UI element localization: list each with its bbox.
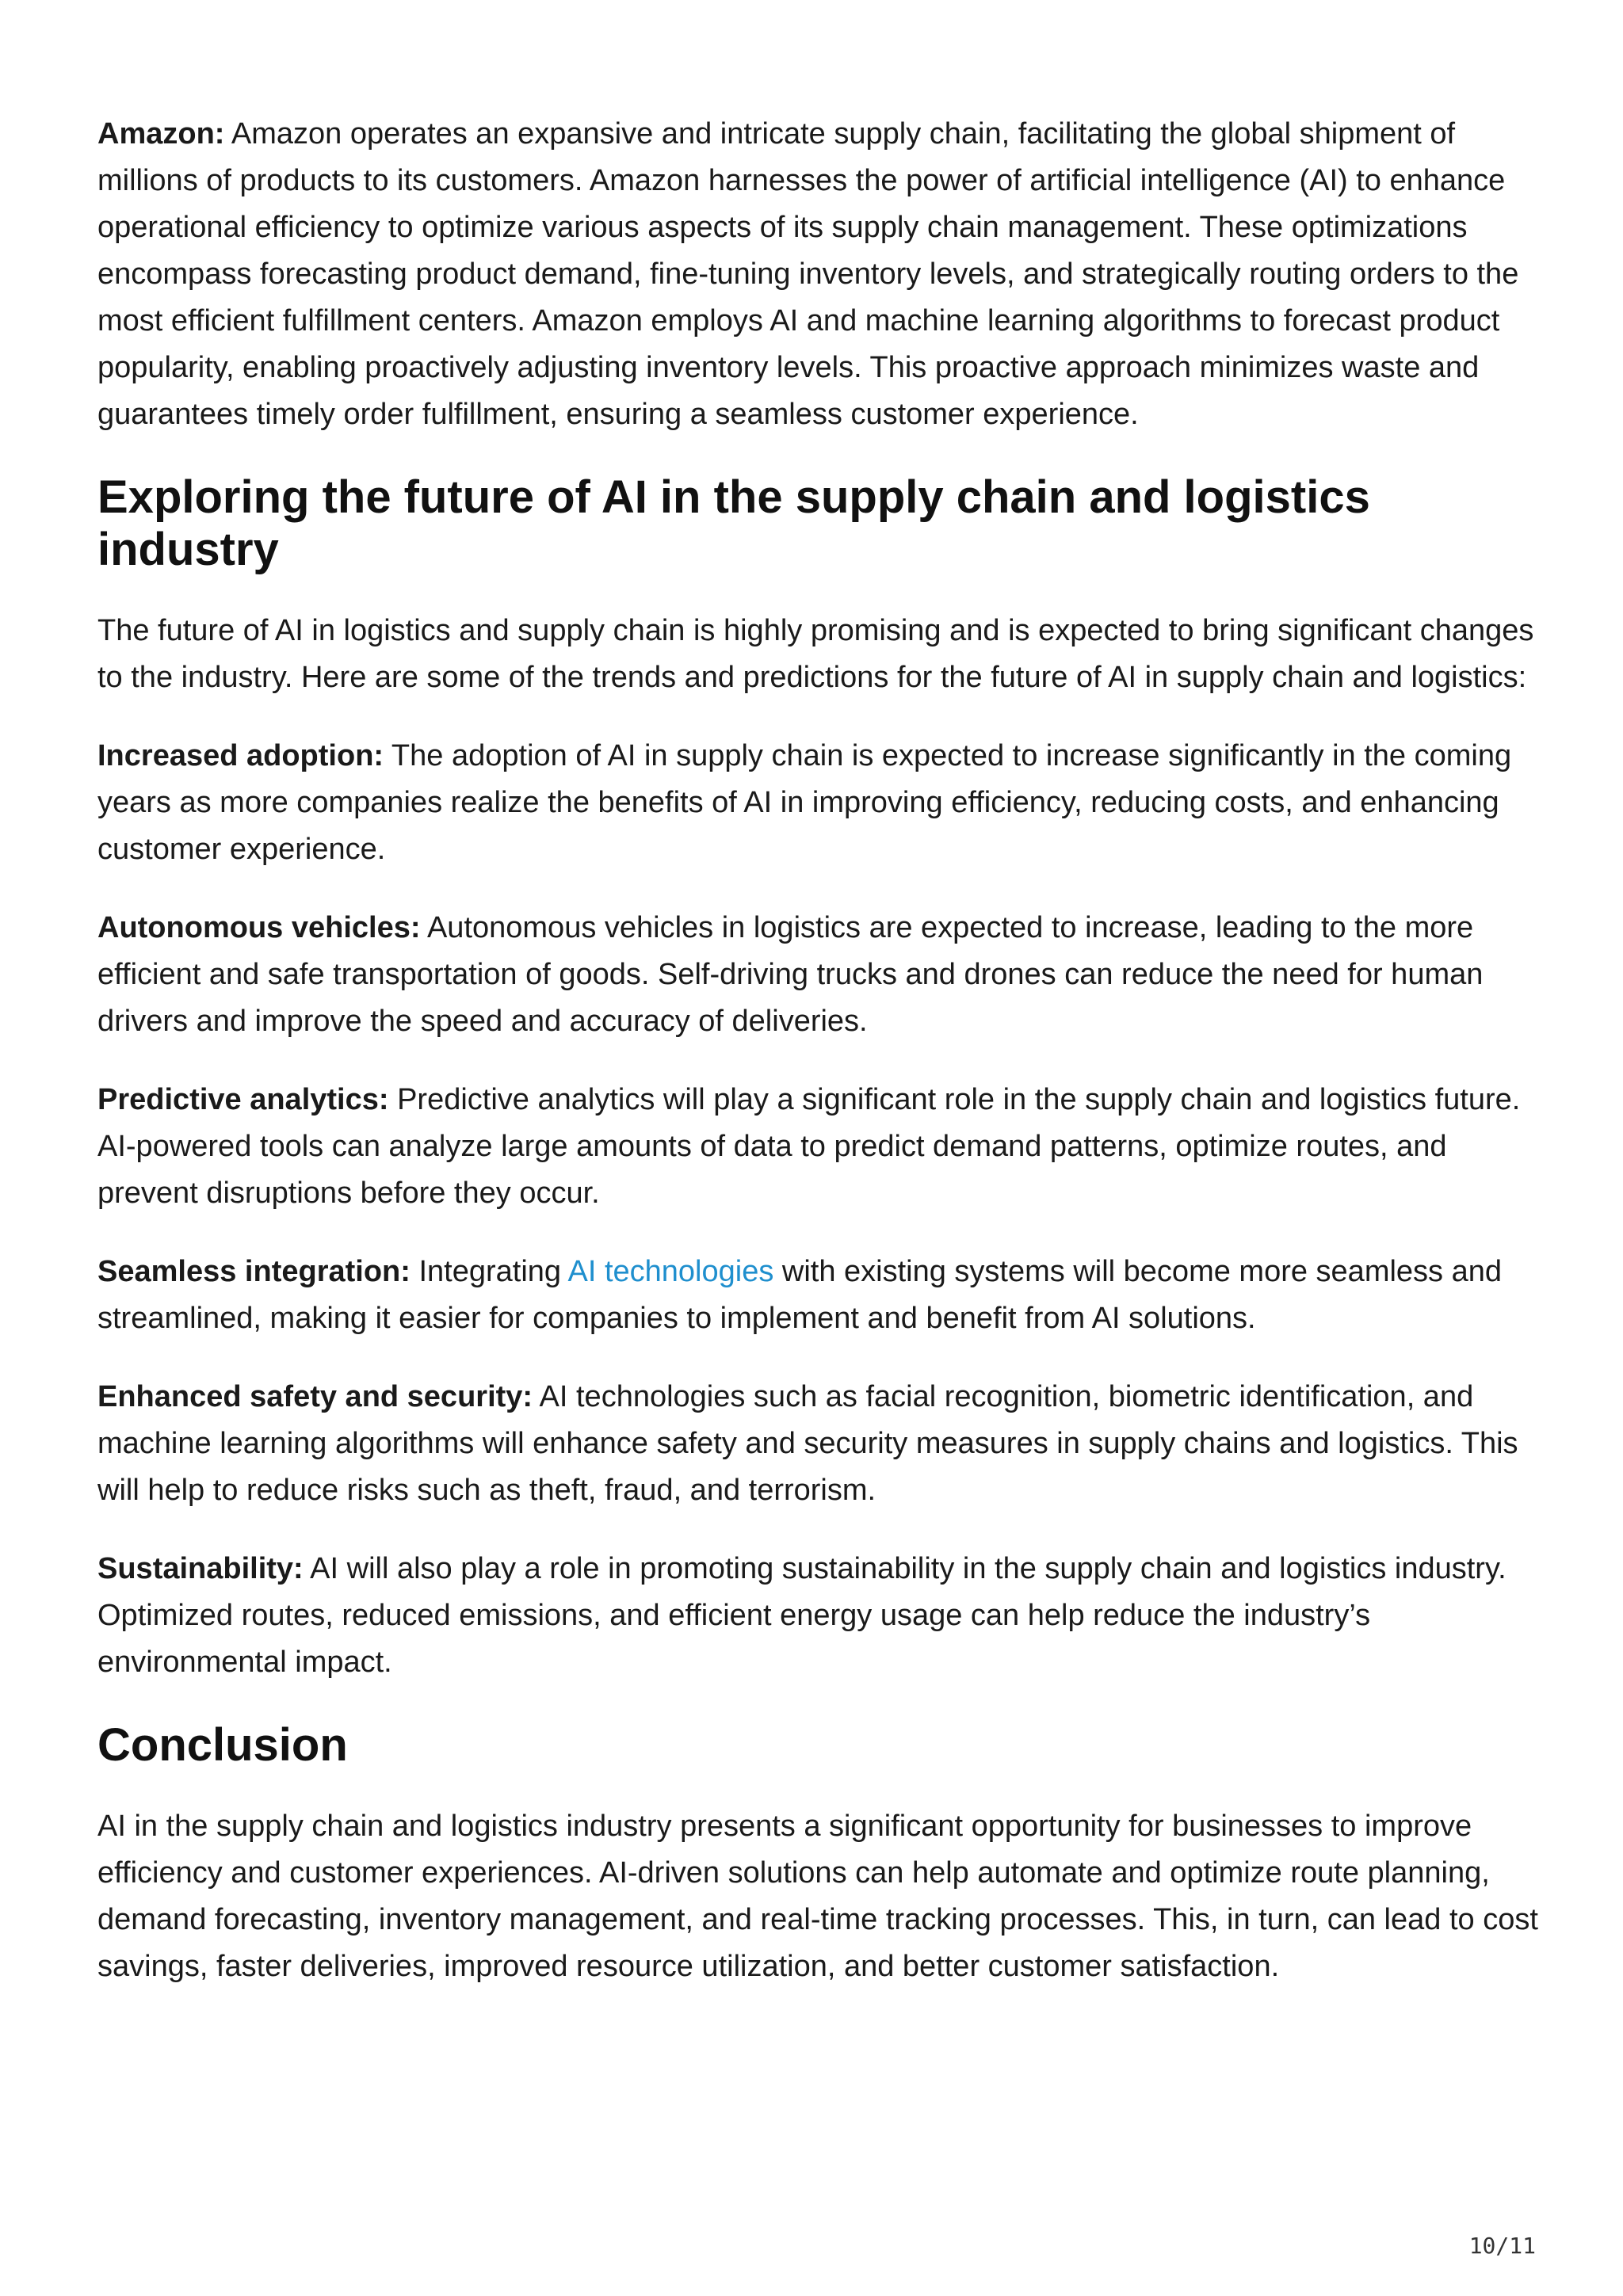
amazon-term: Amazon: <box>97 117 225 151</box>
safety-security-text: AI technologies such as facial recognition, biometric identification, and machine learning algorithms will enhance safety and security measures in supply chains and logistics. This will help to reduce risks such as theft, fraud, and terrorism. <box>97 1380 1518 1507</box>
sustainability-term: Sustainability: <box>97 1552 304 1585</box>
increased-adoption-paragraph <box>97 733 1540 873</box>
amazon-paragraph <box>97 111 1540 438</box>
amazon-text: Amazon operates an expansive and intricate supply chain, facilitating the global shipment of millions of products to its customers. Amazon harnesses the power of artificial intelligence (AI) to enhance operational efficiency to optimize various aspects of its supply chain management. These optimizations encompass forecasting product demand, fine-tuning inventory levels, and strategically routing orders to the most efficient fulfillment centers. Amazon employs AI and machine learning algorithms to forecast product popularity, enabling proactively adjusting inventory levels. This proactive approach minimizes waste and guarantees timely order fulfillment, ensuring a seamless customer experience. <box>97 117 1519 431</box>
page-number: 10/11 <box>1468 2233 1536 2259</box>
autonomous-vehicles-paragraph <box>97 905 1540 1045</box>
document-page <box>97 111 1540 2022</box>
safety-security-term: Enhanced safety and security: <box>97 1380 533 1413</box>
increased-adoption-term: Increased adoption: <box>97 739 384 772</box>
ai-technologies-link[interactable]: AI technologies <box>567 1255 774 1288</box>
conclusion-heading: Conclusion <box>97 1719 348 1771</box>
increased-adoption-text: The adoption of AI in supply chain is expected to increase significantly in the coming years as more companies realize the benefits of AI in improving efficiency, reducing costs, and enhancing customer experience. <box>97 739 1512 866</box>
autonomous-vehicles-text: Autonomous vehicles in logistics are expected to increase, leading to the more efficient and safe transportation of goods. Self-driving trucks and drones can reduce the need for human drivers and improve the speed and accuracy of deliveries. <box>97 911 1484 1038</box>
seamless-integration-text-before: Integrating <box>410 1255 568 1288</box>
conclusion-paragraph: AI in the supply chain and logistics industry presents a significant opportunity for businesses to improve efficiency and customer experiences. AI-driven solutions can help automate and optimize route planning, demand forecasting, inventory management, and real-time tracking processes. This, in turn, can lead to cost savings, faster deliveries, improved resource utilization, and better customer satisfaction. <box>97 1810 1538 1983</box>
safety-security-paragraph <box>97 1374 1540 1514</box>
sustainability-paragraph <box>97 1546 1540 1686</box>
predictive-analytics-paragraph <box>97 1077 1540 1217</box>
future-intro-paragraph: The future of AI in logistics and supply chain is highly promising and is expected to bring significant changes to the industry. Here are some of the trends and predictions for the future of AI in supply chain and logistics: <box>97 614 1534 694</box>
predictive-analytics-term: Predictive analytics: <box>97 1083 389 1116</box>
autonomous-vehicles-term: Autonomous vehicles: <box>97 911 421 944</box>
future-section-heading: Exploring the future of AI in the supply chain and logistics industry <box>97 471 1370 575</box>
seamless-integration-term: Seamless integration: <box>97 1255 411 1288</box>
sustainability-text: AI will also play a role in promoting sustainability in the supply chain and logistics industry. Optimized routes, reduced emissions, and efficient energy usage can help reduce the industry’s environmental impact. <box>97 1552 1507 1679</box>
seamless-integration-paragraph <box>97 1249 1540 1342</box>
seamless-integration-text-after: with existing systems will become more seamless and streamlined, making it easier for companies to implement and benefit from AI solutions. <box>97 1255 1503 1335</box>
predictive-analytics-text: Predictive analytics will play a significant role in the supply chain and logistics future. AI-powered tools can analyze large amounts of data to predict demand patterns, optimize routes, and prevent disruptions before they occur. <box>97 1083 1521 1210</box>
